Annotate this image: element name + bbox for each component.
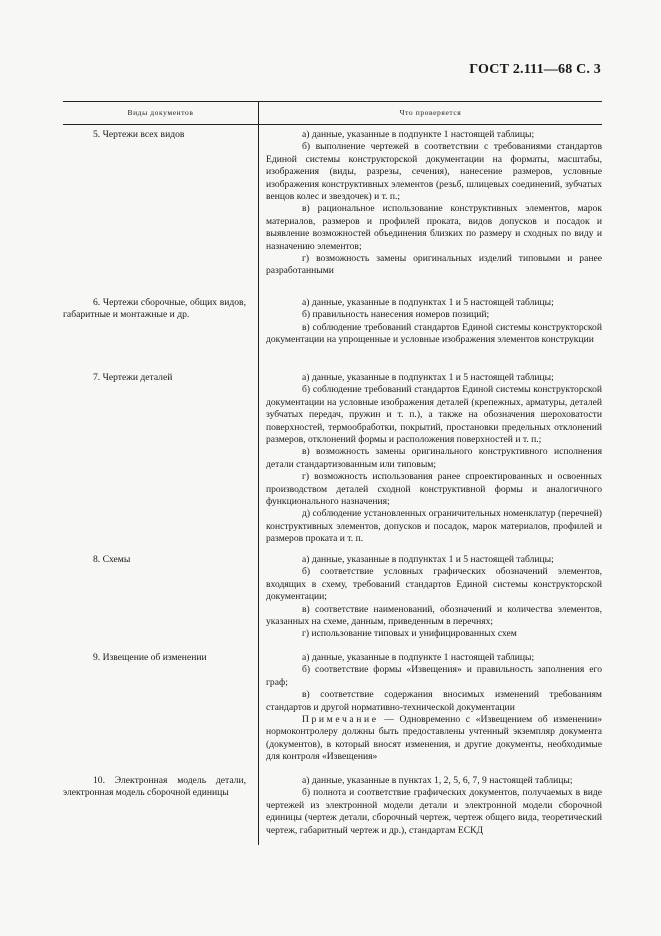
- table-header-row: [63, 101, 602, 125]
- row-5-kind: 5. Чертежи всех видов: [93, 129, 185, 140]
- column-header-what-is-checked: Что проверяется: [399, 108, 462, 117]
- row-6-item-b: б) правильность нанесения номеров позиций;: [302, 309, 490, 321]
- row-7-item-c: в) возможность замены оригинального конструктивного исполнения детали стандартизованным или типовым;: [266, 446, 602, 470]
- row-9-kind: 9. Извещение об изменении: [93, 652, 207, 663]
- row-9-checks: [266, 652, 602, 764]
- row-10-item-a: а) данные, указанные в пунктах 1, 2, 5, 6, 7, 9 настоящей таблицы;: [302, 775, 573, 786]
- row-5-item-c: в) рациональное использование конструктивных элементов, марок материалов, размеров и профилей проката, видов допусков и посадок и выявление возможностей объединения близких по размеру и сходных по виду и назначению элементов;: [266, 203, 602, 252]
- row-7-item-b: б) соблюдение требований стандартов Единой системы конструкторской документации на условные изображения деталей (крепежных, арматуры, деталей зубчатых передач, пружин и т. п.), а также на обозначения шероховатости поверхностей, термообработки, покрытий, простановки предельных отклонений размеров, отклонений формы и расположения поверхностей и т. п.;: [266, 384, 602, 446]
- row-6-checks: [266, 297, 602, 347]
- row-8-item-d: г) использование типовых и унифицированных схем: [302, 628, 517, 640]
- row-5-item-a: а) данные, указанные в подпункте 1 настоящей таблицы;: [302, 129, 535, 140]
- note-label: Примечание: [302, 714, 379, 726]
- row-8-item-b: б) соответствие условных графических обозначений элементов, входящих в схему, требований стандартов Единой системы конструкторской документации;: [266, 566, 602, 603]
- row-9-item-a: а) данные, указанные в подпункте 1 настоящей таблицы;: [302, 652, 535, 663]
- row-7-checks: [266, 372, 602, 546]
- column-divider: [258, 125, 259, 845]
- row-8-checks: [266, 554, 602, 641]
- row-5-item-d: г) возможность замены оригинальных изделий типовыми и ранее разработанными: [266, 253, 602, 277]
- row-9-item-c: в) соответствие содержания вносимых изменений требованиям стандартов и другой нормативно-технической документации: [266, 689, 602, 713]
- row-9-note: [266, 714, 602, 764]
- row-5-item-b: б) выполнение чертежей в соответствии с требованиями стандартов Единой системы конструкторской документации на форматы, масштабы, изображения (виды, разрезы, сечения), нанесение размеров, условные изображения конструктивных элементов (резьб, шлицевых соединений, зубчатых венцов колес и звездочек) и т. п.;: [266, 141, 602, 203]
- requirements-table: [63, 101, 602, 845]
- note-text: — Одновременно с «Извещением об изменении» нормоконтролеру должны быть предоставлены учтенный экземпляр документа (документов), в который вносят изменения, и другие документы, необходимые для контроля «Извещения»: [266, 714, 602, 763]
- row-10-checks: [266, 775, 602, 837]
- row-6-item-a: а) данные, указанные в подпунктах 1 и 5 настоящей таблицы;: [302, 297, 554, 308]
- column-header-document-types: Виды документов: [63, 102, 259, 124]
- row-6-kind: 6. Чертежи сборочные, общих видов, габаритные и монтажные и др.: [63, 297, 246, 321]
- row-10-item-b: б) полнота и соответствие графических документов, получаемых в виде чертежей из электронной модели детали и электронной модели сборочной единицы (чертеж детали, сборочный чертеж, чертеж общего вида, теоретический чертеж, габаритный чертеж и др.), стандартам ЕСКД: [266, 787, 602, 836]
- row-7-item-d: г) возможность использования ранее спроектированных и освоенных производством деталей сходной конструктивной формы и аналогичного функционального назначения;: [266, 471, 602, 508]
- row-7-kind: 7. Чертежи деталей: [93, 372, 173, 383]
- row-5-checks: [266, 129, 602, 278]
- row-7-item-a: а) данные, указанные в подпунктах 1 и 5 настоящей таблицы;: [302, 372, 554, 383]
- table-body: [63, 125, 602, 845]
- row-8-item-a: а) данные, указанные в подпунктах 1 и 5 настоящей таблицы;: [302, 554, 554, 565]
- row-10-kind: 10. Электронная модель детали, электронная модель сборочной единицы: [63, 775, 246, 799]
- row-6-item-c: в) соблюдение требований стандартов Единой системы конструкторской документации на упрощенные и условные изображения элементов конструкции: [266, 321, 602, 346]
- row-8-kind: 8. Схемы: [93, 554, 131, 565]
- page-header: ГОСТ 2.111—68 С. 3: [469, 62, 601, 77]
- row-9-item-b: б) соответствие формы «Извещения» и правильность заполнения его граф;: [266, 664, 602, 688]
- row-8-item-c: в) соответствие наименований, обозначений и количества элементов, указанных на схеме, данным, приведенным в перечнях;: [266, 603, 602, 628]
- row-7-item-e: д) соблюдение установленных ограничительных номенклатур (перечней) конструктивных элементов, допусков и посадок, марок материалов, профилей и размеров проката и т. п.: [266, 508, 602, 545]
